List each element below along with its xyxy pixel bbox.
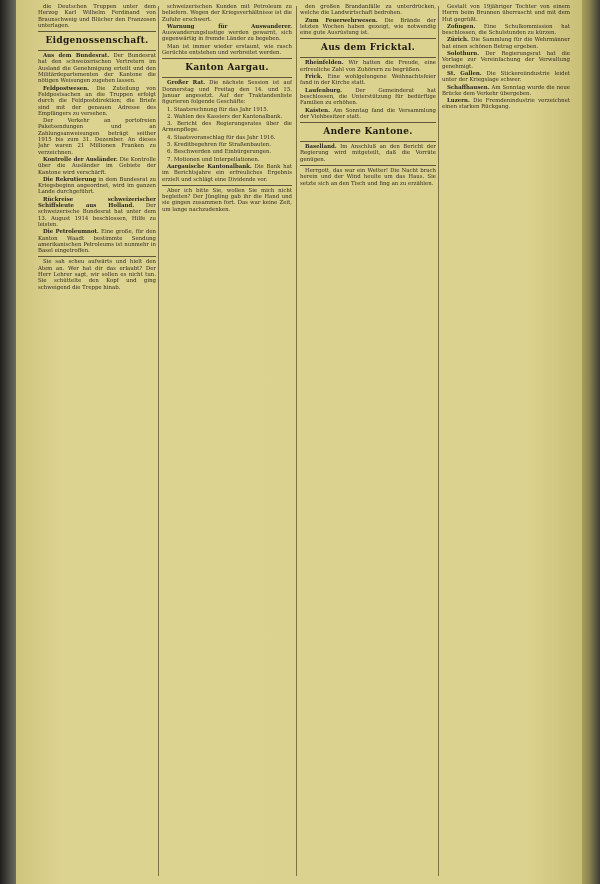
divider: [38, 31, 156, 32]
article-title: Warnung für Auswanderer.: [167, 23, 292, 30]
section-heading-andere-kantone: Andere Kantone.: [323, 127, 413, 138]
article-body: Die Zuteilung von Feldpostsachen an die Truppen erfolgt durch die Feldpostdirektion; die Briefe sind mit der genauen Adresse des Empfängers zu versehen.: [38, 85, 156, 117]
feuilleton-story: Aber ich bitte Sie, wollen Sie mich nicht begleiten? Der Jüngling gab ihr die Hand und sie gingen zusammen fort. Das war keine Zeit, um lange nachzudenken.: [162, 187, 292, 213]
article-body: Der schweizerische Bundesrat hat unter dem 13. August 1914 beschlossen, Hilfe zu leisten.: [38, 203, 156, 228]
article: [162, 24, 292, 43]
article: [300, 88, 436, 107]
article: [300, 18, 436, 37]
article: [442, 98, 570, 111]
article-body: Eine wohlgelungene Weihnachtsfeier fand in der Kirche statt.: [300, 74, 436, 87]
section-heading-kanton-aargau: Kanton Aargau.: [185, 63, 269, 74]
article-title: Kontrolle der Ausländer.: [43, 156, 118, 163]
article-body: Die Bank hat im Berichtsjahre ein erfreuliches Ergebnis erzielt und schlägt eine Dividende vor.: [162, 163, 292, 183]
agenda-item: 4. Staatsvoranschlag für das Jahr 1916.: [167, 134, 276, 141]
article-body: Auswanderungslustige werden gewarnt, sich gegenwärtig in fremde Länder zu begeben.: [162, 30, 292, 43]
article: [442, 51, 570, 70]
column-rule: [438, 6, 439, 876]
agenda-item: 1. Staatsrechnung für das Jahr 1915.: [167, 106, 269, 113]
agenda-item: 2. Wahlen des Kassiers der Kantonalbank.: [167, 113, 283, 120]
article-body: Die Brände der letzten Wochen haben gezeigt, wie notwendig eine gute Ausrüstung ist.: [300, 17, 436, 37]
article-body: Die Sammlung für die Wehrmänner hat einen schönen Betrag ergeben.: [442, 37, 570, 50]
article: [442, 24, 570, 37]
article-title: Feldpostwesen.: [43, 85, 89, 92]
article-body: Man ist immer wieder erstaunt, wie rasch Gerüchte entstehen und verbreitet werden.: [162, 43, 292, 57]
article-title: Rheinfelden.: [305, 60, 344, 67]
article-title: Luzern.: [447, 98, 470, 105]
article: [38, 53, 156, 84]
article-title: Zürich.: [447, 37, 469, 44]
article-title: St. Gallen.: [447, 70, 482, 77]
article-body: Am Sonntag fand die Versammlung der Viehbesitzer statt.: [300, 107, 436, 120]
section-heading-fricktal: Aus dem Fricktal.: [320, 43, 416, 54]
article-body: Der Bundesrat hat den schweizerischen Vertretern im Ausland die Genehmigung erteilt und den Militärdepartementen der Kantone die nötigen Weisungen zugehen lassen.: [38, 53, 156, 85]
feuilleton-story: Herrgott, das war ein Wetter! Die Nacht brach herein und der Wind heulte um das Haus. Sie setzte sich an den Tisch und fing an zu erzählen.: [300, 168, 436, 187]
agenda-item: 7. Motionen und Interpellationen.: [167, 156, 260, 163]
agenda-item: 3. Bericht des Regierungsrates über die Armenpflege.: [162, 121, 292, 134]
article-body: in dem Bundesrat zu Kriegsbeginn angeordnet, wird im ganzen Lande durchgeführt.: [38, 176, 156, 196]
article-title: Zofingen.: [447, 23, 476, 30]
column-4: [442, 4, 570, 878]
article: [300, 60, 436, 73]
article-body: schweizerischen Kunden mit Petroleum zu beliefern. Wegen der Kriegsverhältnisse ist die Zufuhr erschwert.: [162, 4, 292, 23]
article: [300, 74, 436, 87]
article-title: Kaisten.: [305, 107, 330, 114]
column-2: [162, 4, 292, 878]
article-title: Schaffhausen.: [447, 84, 490, 91]
article-body: Eine Schulkommission hat beschlossen, die Schulstunden zu kürzen.: [442, 23, 570, 37]
article-body: Die Stickereiindustrie leidet unter der Kriegslage schwer.: [442, 70, 570, 84]
article-body: Eine große, für den Kanton Waadt bestimmte Sendung amerikanischen Petroleums ist nunmehr in Basel eingetroffen.: [38, 229, 156, 255]
article: [162, 80, 292, 105]
article-title: Solothurn.: [447, 51, 480, 58]
agenda-item: 5. Kreditbegehren für Straßenbauten.: [167, 142, 272, 149]
article-title: Frick.: [305, 74, 323, 81]
divider: [162, 58, 292, 59]
article: [442, 71, 570, 84]
article: [300, 108, 436, 121]
article-title: Aus dem Bundesrat.: [43, 53, 110, 60]
divider: [300, 165, 436, 166]
article: [442, 85, 570, 98]
article-title: Aargauische Kantonalbank.: [167, 163, 252, 170]
column-rule: [158, 6, 159, 876]
article-body: Der Gemeinderat hat beschlossen, die Unterstützung für bedürftige Familien zu erhöhen.: [300, 87, 436, 107]
column-3: [300, 4, 436, 878]
article-body: Die Kontrolle über die Ausländer im Gebiete der Kantone wird verschärft.: [38, 156, 156, 176]
page-stack-edge: [582, 0, 600, 884]
article-body: Am Sonntag wurde die neue Brücke dem Verkehr übergeben.: [442, 84, 570, 97]
article-body: Die Fremdenindustrie verzeichnet einen starken Rückgang.: [442, 98, 570, 111]
article-body: Der Verkehr an portofreien Paketsendungen und an Zahlungsanweisungen beträgt seither 1915 bis zum 31. Dezember. An dieses Jahr waren 21 Millionen Franken zu verzeichnen.: [38, 118, 156, 156]
divider: [38, 50, 156, 51]
article-title: Baselland.: [305, 144, 337, 151]
article-body: Der Regierungsrat hat die Vorlage zur Vereinfachung der Verwaltung genehmigt.: [442, 51, 570, 70]
article: [38, 229, 156, 254]
newspaper-page: [16, 0, 582, 884]
book-binding: [0, 0, 16, 884]
feuilleton-story: Sie sah scheu aufwärts und hielt den Atem an. Wer hat dir das erlaubt? Der Herr Lehrer sagt, wir sollen es nicht tun. Sie schüttelte den Kopf und ging schweigend die Treppe hinab.: [38, 259, 156, 291]
article-title: Die Rekrutierung: [43, 176, 97, 183]
divider: [300, 122, 436, 123]
lead-paragraph: die Deutschen Truppen unter dem Herzog Karl Wilhelm Ferdinand von Braunschweig und Blücher den Franzosen unterlagen.: [38, 4, 156, 29]
divider: [300, 57, 436, 58]
article: [38, 177, 156, 196]
article-body: den großen Brandanfälle zu unterdrücken, welche die Landwirtschaft bedrohen.: [300, 4, 436, 17]
divider: [162, 77, 292, 78]
article-title: Zum Feuerwehrwesen.: [305, 17, 378, 24]
column-rule: [296, 6, 297, 876]
article-title: Rückreise schweizerischer Schiffsleute aus Holland.: [38, 196, 156, 210]
article-body: Im Anschluß an den Bericht der Regierung wird mitgeteilt, daß die Vorräte genügen.: [300, 144, 436, 163]
article-body: Die nächste Session ist auf Donnerstag und Freitag den 14. und 15. Januar angesetzt. Auf der Traktandenliste figurieren folgende Geschäfte:: [162, 80, 292, 106]
divider: [162, 185, 292, 186]
article-body: Gestalt von 19jähriger Tochter von einem Herrn beim Brunnen überrascht und mit dem Hut gegrüßt.: [442, 4, 570, 23]
column-1: [38, 4, 156, 878]
divider: [300, 38, 436, 39]
divider: [300, 141, 436, 142]
article-body: Wir hatten die Freude, eine erfreuliche Zahl von Zuhörern zu begrüßen.: [300, 60, 436, 73]
article-title: Die Petroleumnot.: [43, 229, 99, 236]
article: [162, 164, 292, 183]
article: [38, 197, 156, 228]
article-title: Laufenburg.: [305, 87, 343, 94]
article: [300, 144, 436, 163]
article-title: Großer Rat.: [167, 80, 206, 87]
agenda-item: 6. Beschwerden und Einbürgerungen.: [167, 149, 272, 156]
article: [38, 157, 156, 176]
section-heading-eidgenossenschaft: Eidgenossenschaft.: [45, 36, 149, 47]
article: [38, 86, 156, 117]
article: [442, 37, 570, 50]
divider: [38, 256, 156, 257]
